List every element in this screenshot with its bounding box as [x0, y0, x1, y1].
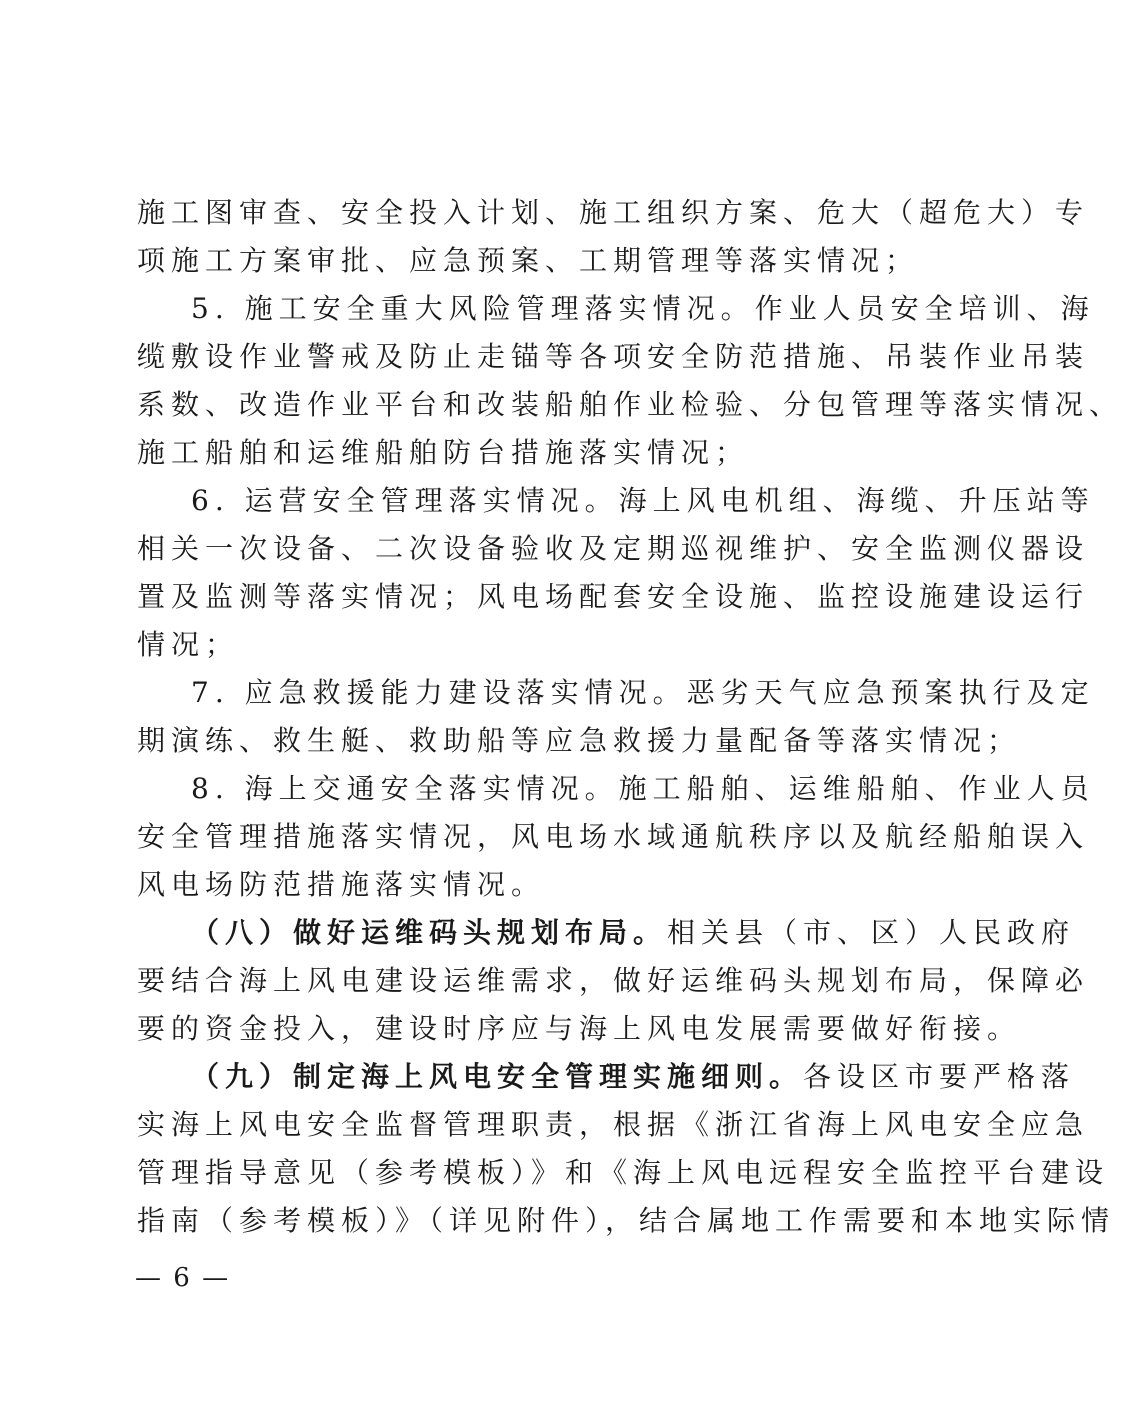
body-line: 实海上风电安全监督管理职责，根据《浙江省海上风电安全应急: [137, 1108, 1090, 1141]
section-8-text: 相关县（市、区）人民政府: [667, 916, 1076, 949]
body-line: 情况；: [137, 628, 240, 661]
body-line: 安全管理措施落实情况，风电场水域通航秩序以及航经船舶误入: [137, 820, 1090, 853]
body-line: 置及监测等落实情况；风电场配套安全设施、监控设施建设运行: [137, 580, 1090, 613]
body-line: 相关一次设备、二次设备验收及定期巡视维护、安全监测仪器设: [137, 532, 1090, 565]
section-8-heading: （八）做好运维码头规划布局。: [191, 916, 668, 949]
section-9-heading: （九）制定海上风电安全管理实施细则。: [191, 1060, 804, 1093]
body-line: 要的资金投入，建设时序应与海上风电发展需要做好衔接。: [137, 1012, 1022, 1045]
section-8-first-line: [191, 915, 1076, 951]
body-line: 风电场防范措施落实情况。: [137, 868, 546, 901]
body-line: 缆敷设作业警戒及防止走锚等各项安全防范措施、吊装作业吊装: [137, 340, 1090, 373]
body-line: 管理指导意见（参考模板）》和《海上风电远程安全监控平台建设: [137, 1156, 1110, 1189]
page-number: — 6 —: [135, 1263, 231, 1293]
item-8-line: 8. 海上交通安全落实情况。施工船舶、运维船舶、作业人员: [191, 772, 1095, 805]
body-line: 要结合海上风电建设运维需求，做好运维码头规划布局，保障必: [137, 964, 1090, 997]
body-line: 系数、改造作业平台和改装船舶作业检验、分包管理等落实情况、: [137, 388, 1123, 421]
body-line: 期演练、救生艇、救助船等应急救援力量配备等落实情况；: [137, 724, 1022, 757]
body-line: 指南（参考模板）》（详见附件），结合属地工作需要和本地实际情: [137, 1204, 1116, 1237]
item-6-line: 6. 运营安全管理落实情况。海上风电机组、海缆、升压站等: [191, 484, 1095, 517]
section-9-text: 各设区市要严格落: [803, 1060, 1076, 1093]
section-9-first-line: [191, 1059, 1076, 1095]
body-line: 施工船舶和运维船舶防台措施落实情况；: [137, 436, 750, 469]
item-5-line: 5. 施工安全重大风险管理落实情况。作业人员安全培训、海: [191, 292, 1095, 325]
body-line: 施工图审查、安全投入计划、施工组织方案、危大（超危大）专: [137, 196, 1090, 229]
body-line: 项施工方案审批、应急预案、工期管理等落实情况；: [137, 244, 920, 277]
item-7-line: 7. 应急救援能力建设落实情况。恶劣天气应急预案执行及定: [191, 676, 1095, 709]
